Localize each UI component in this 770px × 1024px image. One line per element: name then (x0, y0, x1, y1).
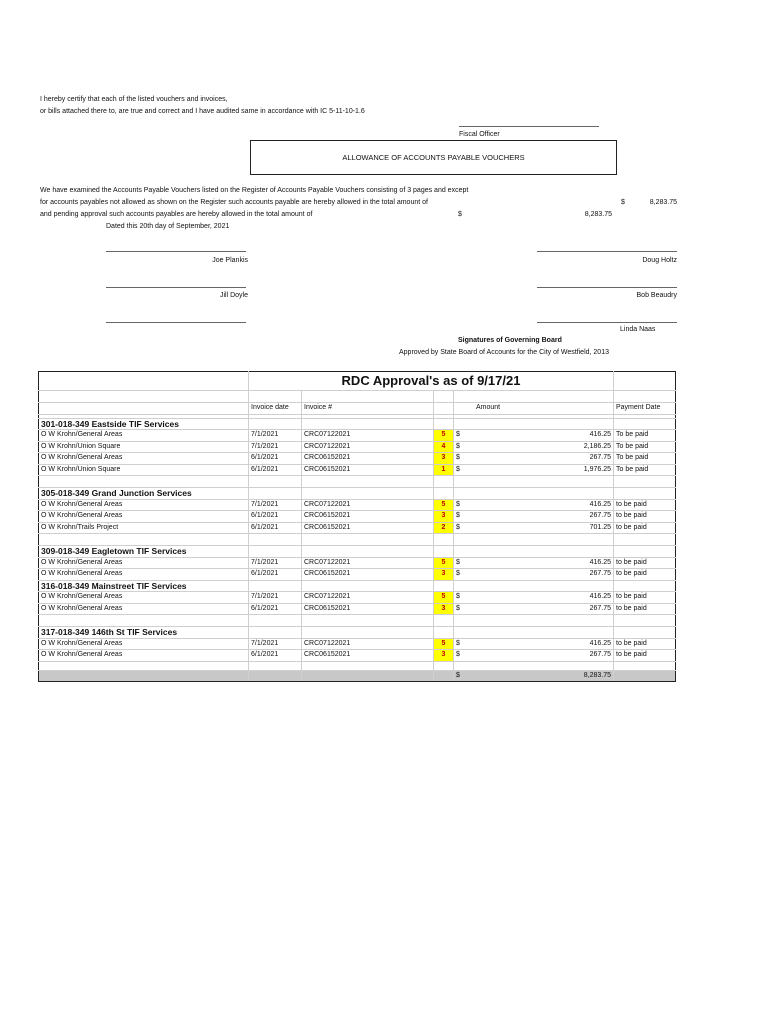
currency-symbol: $ (456, 431, 460, 439)
vendor-cell: O W Krohn/Union Square (39, 441, 249, 453)
empty-cell (302, 476, 434, 488)
payment-date-cell: to be paid (614, 499, 676, 511)
empty-cell (434, 534, 454, 546)
empty-cell (249, 615, 302, 627)
empty-cell (249, 661, 302, 670)
invoice-date-cell: 7/1/2021 (249, 638, 302, 650)
invoice-number-cell: CRC06152021 (302, 522, 434, 534)
table-cell (302, 580, 434, 592)
vendor-cell: O W Krohn/General Areas (39, 569, 249, 581)
approved-by-note: Approved by State Board of Accounts for the City of Westfield, 2013 (399, 349, 609, 356)
invoice-date-cell: 6/1/2021 (249, 650, 302, 662)
table-title: RDC Approval's as of 9/17/21 (249, 372, 614, 391)
page-flag-cell: 3 (434, 569, 454, 581)
empty-cell (249, 534, 302, 546)
table-row (39, 464, 676, 476)
table-cell (302, 418, 434, 430)
vendor-cell: O W Krohn/General Areas (39, 430, 249, 442)
amount-cell (454, 603, 614, 615)
signature-line-joe (106, 251, 246, 252)
table-cell (302, 627, 434, 639)
empty-cell (302, 534, 434, 546)
invoice-date-cell: 6/1/2021 (249, 511, 302, 523)
empty-cell (614, 476, 676, 488)
table-row (39, 522, 676, 534)
vendor-cell: O W Krohn/Trails Project (39, 522, 249, 534)
signer-linda-naas: Linda Naas (620, 326, 656, 333)
currency-symbol: $ (456, 558, 460, 566)
table-row (39, 430, 676, 442)
empty-cell (39, 534, 249, 546)
table-cell (249, 418, 302, 430)
amount-value: 416.25 (589, 431, 611, 439)
currency-symbol: $ (456, 442, 460, 450)
empty-cell (454, 661, 614, 670)
payment-date-cell: to be paid (614, 557, 676, 569)
rdc-approval-table (38, 371, 676, 682)
fiscal-officer-signature-line (459, 126, 599, 127)
amount-value: 267.75 (589, 512, 611, 520)
page-flag-cell: 3 (434, 650, 454, 662)
currency-symbol: $ (456, 512, 460, 520)
table-cell (39, 670, 249, 682)
invoice-number-cell: CRC06152021 (302, 453, 434, 465)
table-cell (614, 418, 676, 430)
examination-line-1: We have examined the Accounts Payable Vouchers listed on the Register of Accounts Payable Vouchers consisting of 3 pages and except (40, 187, 469, 194)
table-cell (434, 627, 454, 639)
vendor-cell: O W Krohn/Union Square (39, 464, 249, 476)
table-cell (454, 580, 614, 592)
page-flag-cell: 5 (434, 592, 454, 604)
empty-cell (302, 615, 434, 627)
allowance-header-box (250, 140, 617, 175)
currency-symbol: $ (456, 593, 460, 601)
empty-cell (434, 615, 454, 627)
signature-line-3-left (106, 322, 246, 323)
vendor-cell: O W Krohn/General Areas (39, 603, 249, 615)
table-cell (249, 627, 302, 639)
empty-cell (454, 615, 614, 627)
invoice-date-cell: 6/1/2021 (249, 522, 302, 534)
invoice-date-cell: 6/1/2021 (249, 464, 302, 476)
empty-cell (614, 661, 676, 670)
invoice-number-cell: CRC07122021 (302, 430, 434, 442)
invoice-date-cell: 6/1/2021 (249, 569, 302, 581)
table-row (39, 488, 676, 500)
table-row (39, 592, 676, 604)
invoice-date-cell: 7/1/2021 (249, 557, 302, 569)
table-cell (614, 372, 676, 391)
invoice-date-cell: 6/1/2021 (249, 453, 302, 465)
examination-currency-1: $ (621, 199, 625, 206)
examination-line-3: and pending approval such accounts payables are hereby allowed in the total amount of (40, 211, 313, 218)
amount-cell (454, 557, 614, 569)
page-flag-cell: 4 (434, 441, 454, 453)
table-cell (454, 488, 614, 500)
table-cell (454, 418, 614, 430)
amount-cell (454, 499, 614, 511)
table-row (39, 391, 676, 403)
examination-amount-1: 8,283.75 (649, 199, 677, 206)
page-flag-cell: 5 (434, 557, 454, 569)
table-row (39, 418, 676, 430)
section-title: 301-018-349 Eastside TIF Services (39, 418, 249, 430)
amount-value: 1,976.25 (583, 465, 611, 473)
signature-line-jill (106, 287, 246, 288)
payment-date-cell: to be paid (614, 603, 676, 615)
signer-jill-doyle: Jill Doyle (219, 292, 248, 299)
payment-date-cell: to be paid (614, 592, 676, 604)
amount-cell (454, 638, 614, 650)
empty-cell (434, 391, 454, 403)
amount-cell (454, 453, 614, 465)
table-cell (39, 372, 249, 391)
vendor-cell: O W Krohn/General Areas (39, 511, 249, 523)
empty-cell (434, 661, 454, 670)
empty-cell (434, 476, 454, 488)
table-cell (434, 546, 454, 558)
currency-symbol: $ (456, 500, 460, 508)
invoice-date-cell: 7/1/2021 (249, 441, 302, 453)
dated-line: Dated this 20th day of September, 2021 (106, 223, 230, 230)
amount-cell (454, 569, 614, 581)
amount-cell (454, 511, 614, 523)
amount-value: 416.25 (589, 593, 611, 601)
payment-date-cell: to be paid (614, 650, 676, 662)
certification-line-1: I hereby certify that each of the listed vouchers and invoices, (40, 96, 228, 103)
certification-line-2: or bills attached there to, are true and correct and I have audited same in accordance with IC 5-11-10-1.6 (40, 108, 365, 115)
governing-board-label: Signatures of Governing Board (458, 337, 562, 344)
table-cell (614, 627, 676, 639)
payment-date-cell: to be paid (614, 638, 676, 650)
empty-cell (614, 615, 676, 627)
signature-line-linda (537, 322, 677, 323)
table-row (39, 546, 676, 558)
table-cell (614, 580, 676, 592)
invoice-number-cell: CRC06152021 (302, 650, 434, 662)
table-cell (434, 418, 454, 430)
amount-cell (454, 464, 614, 476)
page-flag-cell: 1 (434, 464, 454, 476)
examination-amount-2: 8,283.75 (584, 211, 612, 218)
section-title: 309-018-349 Eagletown TIF Services (39, 546, 249, 558)
section-title: 316-018-349 Mainstreet TIF Services (39, 580, 249, 592)
table-cell (614, 488, 676, 500)
invoice-number-cell: CRC06152021 (302, 464, 434, 476)
allowance-header-title: ALLOWANCE OF ACCOUNTS PAYABLE VOUCHERS (342, 153, 525, 162)
vendor-cell: O W Krohn/General Areas (39, 499, 249, 511)
empty-cell (614, 534, 676, 546)
vendor-cell: O W Krohn/General Areas (39, 592, 249, 604)
currency-symbol: $ (456, 465, 460, 473)
table-cell (454, 627, 614, 639)
table-row (39, 670, 676, 682)
empty-cell (454, 476, 614, 488)
invoice-date-cell: 6/1/2021 (249, 603, 302, 615)
page-flag-cell: 3 (434, 511, 454, 523)
empty-cell (302, 391, 434, 403)
amount-value: 2,186.25 (583, 442, 611, 450)
table-cell (614, 670, 676, 682)
empty-cell (454, 534, 614, 546)
invoice-number-cell: CRC07122021 (302, 592, 434, 604)
vendor-cell: O W Krohn/General Areas (39, 638, 249, 650)
table-row (39, 453, 676, 465)
total-currency: $ (456, 671, 460, 679)
table-cell (434, 580, 454, 592)
invoice-date-cell: 7/1/2021 (249, 592, 302, 604)
page-flag-cell: 2 (434, 522, 454, 534)
section-title: 305-018-349 Grand Junction Services (39, 488, 249, 500)
table-cell (434, 403, 454, 415)
table-cell (249, 488, 302, 500)
table-cell (614, 546, 676, 558)
table-row (39, 511, 676, 523)
empty-cell (39, 476, 249, 488)
currency-symbol: $ (456, 454, 460, 462)
amount-value: 701.25 (589, 523, 611, 531)
invoice-number-cell: CRC07122021 (302, 499, 434, 511)
amount-value: 416.25 (589, 639, 611, 647)
currency-symbol: $ (456, 570, 460, 578)
table-row (39, 476, 676, 488)
invoice-number-cell: CRC06152021 (302, 569, 434, 581)
header-invoice-number: Invoice # (302, 403, 434, 415)
currency-symbol: $ (456, 639, 460, 647)
currency-symbol: $ (456, 651, 460, 659)
payment-date-cell: To be paid (614, 464, 676, 476)
invoice-date-cell: 7/1/2021 (249, 499, 302, 511)
table-cell (302, 488, 434, 500)
currency-symbol: $ (456, 604, 460, 612)
signer-doug-holtz: Doug Holtz (642, 257, 677, 264)
table-row (39, 372, 676, 391)
table-cell (302, 546, 434, 558)
currency-symbol: $ (456, 523, 460, 531)
invoice-number-cell: CRC06152021 (302, 511, 434, 523)
empty-cell (39, 661, 249, 670)
table-cell (454, 546, 614, 558)
examination-line-2: for accounts payables not allowed as shown on the Register such accounts payable are hereby allowed in the total amount of (40, 199, 428, 206)
empty-cell (39, 391, 249, 403)
signer-joe-plankis: Joe Plankis (212, 257, 248, 264)
signer-bob-beaudry: Bob Beaudry (636, 292, 677, 299)
examination-currency-2: $ (458, 211, 462, 218)
table-cell (249, 580, 302, 592)
signature-line-doug (537, 251, 677, 252)
vendor-cell: O W Krohn/General Areas (39, 650, 249, 662)
table-row (39, 638, 676, 650)
invoice-number-cell: CRC06152021 (302, 603, 434, 615)
table-cell (434, 488, 454, 500)
page-flag-cell: 3 (434, 603, 454, 615)
table-cell (249, 670, 302, 682)
page-flag-cell: 5 (434, 638, 454, 650)
empty-cell (39, 615, 249, 627)
table-row (39, 569, 676, 581)
table-row (39, 627, 676, 639)
payment-date-cell: to be paid (614, 511, 676, 523)
empty-cell (614, 391, 676, 403)
fiscal-officer-label: Fiscal Officer (459, 131, 500, 138)
payment-date-cell: to be paid (614, 522, 676, 534)
table-row (39, 661, 676, 670)
signature-line-bob (537, 287, 677, 288)
table-row (39, 441, 676, 453)
empty-cell (302, 661, 434, 670)
empty-cell (454, 391, 614, 403)
empty-cell (249, 476, 302, 488)
amount-cell (454, 441, 614, 453)
table-cell (302, 670, 434, 682)
page-flag-cell: 5 (434, 430, 454, 442)
invoice-number-cell: CRC07122021 (302, 557, 434, 569)
table-row (39, 403, 676, 415)
header-payment-date: Payment Date (614, 403, 676, 415)
payment-date-cell: To be paid (614, 453, 676, 465)
vendor-cell: O W Krohn/General Areas (39, 453, 249, 465)
payment-date-cell: to be paid (614, 569, 676, 581)
section-title: 317-018-349 146th St TIF Services (39, 627, 249, 639)
amount-value: 416.25 (589, 558, 611, 566)
payment-date-cell: To be paid (614, 430, 676, 442)
amount-cell (454, 522, 614, 534)
table-cell (39, 403, 249, 415)
amount-value: 267.75 (589, 570, 611, 578)
header-invoice-date: Invoice date (249, 403, 302, 415)
table-cell (249, 546, 302, 558)
total-amount-cell (454, 670, 614, 682)
page-flag-cell: 5 (434, 499, 454, 511)
amount-cell (454, 430, 614, 442)
amount-value: 267.75 (589, 651, 611, 659)
table-row (39, 603, 676, 615)
amount-cell (454, 592, 614, 604)
amount-cell (454, 650, 614, 662)
table-row (39, 534, 676, 546)
table-row (39, 499, 676, 511)
header-amount: Amount (454, 403, 614, 415)
table-row (39, 615, 676, 627)
vendor-cell: O W Krohn/General Areas (39, 557, 249, 569)
invoice-number-cell: CRC07122021 (302, 638, 434, 650)
amount-value: 267.75 (589, 604, 611, 612)
invoice-date-cell: 7/1/2021 (249, 430, 302, 442)
total-amount: 8,283.75 (583, 671, 611, 679)
table-row (39, 580, 676, 592)
table-row (39, 650, 676, 662)
page-flag-cell: 3 (434, 453, 454, 465)
empty-cell (249, 391, 302, 403)
payment-date-cell: To be paid (614, 441, 676, 453)
amount-value: 267.75 (589, 454, 611, 462)
amount-value: 416.25 (589, 500, 611, 508)
table-cell (434, 670, 454, 682)
table-row (39, 557, 676, 569)
invoice-number-cell: CRC07122021 (302, 441, 434, 453)
